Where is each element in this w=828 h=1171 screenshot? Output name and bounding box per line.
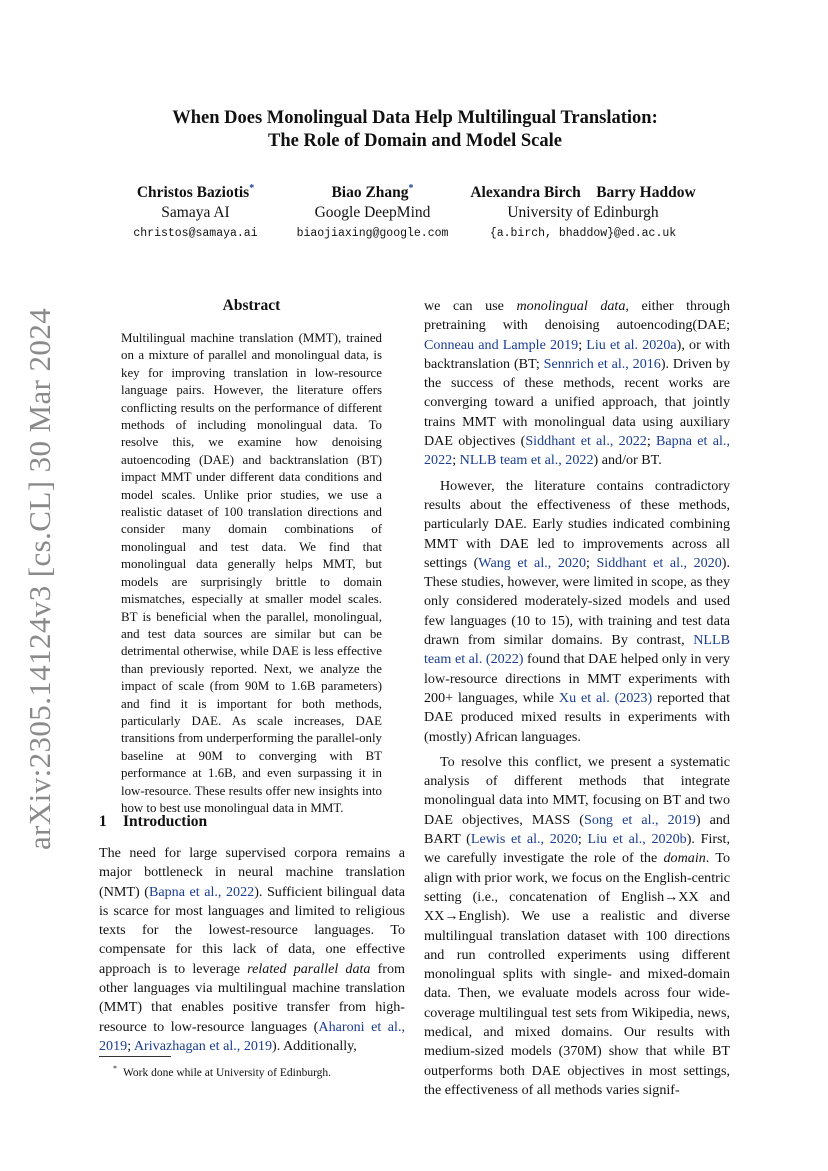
intro-paragraph-2: However, the literature contains contradictory results about the effectiveness of these methods, particularly DAE. Early studies indicated combining MMT with DAE led to improvements across all settings (Wang et al., 2020; Siddhant et al., 2020). These studies, however, were limited in scope, as they only considered moderately-sized models and used few languages (10 to 15), with training and test data drawn from similar domains. By contrast, NLLB team et al. (2022) found that DAE helped only in very low-resource directions in MMT experiments with 200+ languages, while Xu et al. (2023) reported that DAE produced mixed results in experiments with (mostly) African languages. — [424, 477, 730, 745]
paper-title — [100, 107, 730, 153]
author-email: {a.birch, bhaddow}@ed.ac.uk — [489, 227, 677, 240]
section-number: 1 — [99, 813, 107, 830]
citation-link[interactable]: NLLB team et al., 2022 — [459, 452, 594, 469]
author-name: Christos Baziotis* — [136, 182, 255, 201]
citation-link[interactable]: Bapna et al., 2022 — [148, 883, 255, 900]
citation-link[interactable]: Liu et al. 2020a — [586, 336, 677, 353]
citation-link[interactable]: Conneau and Lample 2019 — [424, 336, 579, 353]
author-block-3 — [470, 183, 696, 243]
author-name: Biao Zhang* — [331, 182, 414, 201]
citation-link[interactable]: Arivazhagan et al., 2019 — [133, 1037, 273, 1054]
author-email: christos@samaya.ai — [133, 227, 258, 240]
footnote-divider — [99, 1056, 171, 1057]
footnote — [113, 1062, 331, 1080]
intro-paragraph-3: To resolve this conflict, we present a systematic analysis of different methods that integrate monolingual data into MMT, focusing on BT and two DAE objectives, MASS (Song et al., 2019) and BART (Lewis et al., 2020; Liu et al., 2020b). First, we carefully investigate the role of the domain. To align with prior work, we focus on the English-centric setting (i.e., concatenation of English→XX and XX→English). We use a realistic and diverse multilingual translation dataset with 100 directions and run controlled experiments using different monolingual splits with single- and mixed-domain data. Then, we evaluate models across four wide-coverage multilingual test sets from Wikipedia, news, medical, and mixed domains. Our results with medium-sized models (370M) show that while BT outperforms both DAE objectives in most settings, the effectiveness of all methods varies signif- — [424, 753, 730, 1098]
author-affiliation: University of Edinburgh — [507, 204, 659, 221]
author-email: biaojiaxing@google.com — [296, 227, 449, 240]
right-column — [424, 297, 730, 1106]
citation-link[interactable]: Wang et al., 2020 — [478, 554, 587, 571]
citation-link[interactable]: Aharoni et al., 2019 — [99, 1018, 405, 1054]
citation-link[interactable]: Sennrich et al., 2016 — [543, 355, 661, 372]
title-line-2: The Role of Domain and Model Scale — [268, 131, 562, 151]
author-affiliation: Samaya AI — [161, 204, 230, 221]
footnote-text: Work done while at University of Edinburgh. — [123, 1066, 332, 1079]
citation-link[interactable]: NLLB team et al. (2022) — [424, 632, 730, 668]
author-footnote-mark[interactable]: * — [408, 182, 414, 194]
section-heading-introduction — [99, 813, 207, 831]
intro-paragraph-1-continued: we can use monolingual data, either through pretraining with denoising autoencoding(DAE; Conneau and Lample 2019; Liu et al. 2020a), or with backtranslation (BT; Sennrich et al., 2016). Driven by the success of these methods, recent works are converging toward a unified approach, that jointly trains MMT with monolingual data using auxiliary DAE objectives (Siddhant et al., 2022; Bapna et al., 2022; NLLB team et al., 2022) and/or BT. — [424, 298, 730, 469]
author-names: Alexandra Birch Barry Haddow — [470, 184, 696, 201]
citation-link[interactable]: Siddhant et al., 2020 — [596, 554, 722, 571]
citation-link[interactable]: Siddhant et al., 2022 — [525, 433, 647, 450]
footnote-mark: * — [113, 1064, 117, 1073]
author-footnote-mark[interactable]: * — [249, 182, 255, 194]
citation-link[interactable]: Song et al., 2019 — [584, 811, 696, 828]
citation-link[interactable]: Lewis et al., 2020 — [470, 831, 578, 848]
intro-paragraph-1: The need for large supervised corpora remains a major bottleneck in neural machine translation (NMT) (Bapna et al., 2022). Sufficient bilingual data is scarce for most languages and limited to religious texts for the lowest-resource languages. To compensate for this lack of data, one effective approach is to leverage related parallel data from other languages via multilingual machine translation (MMT) that enables positive transfer from high-resource to low-resource languages (Aharoni et al., 2019; Arivazhagan et al., 2019). Additionally, — [99, 845, 405, 1054]
author-affiliation: Google DeepMind — [314, 204, 431, 221]
section-title: Introduction — [123, 813, 208, 830]
citation-link[interactable]: Bapna et al., 2022 — [424, 433, 730, 469]
citation-link[interactable]: Xu et al. (2023) — [558, 689, 653, 706]
arxiv-identifier-stamp: arXiv:2305.14124v3 [cs.CL] 30 Mar 2024 — [22, 307, 57, 850]
citation-link[interactable]: Liu et al., 2020b — [587, 831, 687, 848]
author-block-1 — [128, 183, 263, 243]
abstract-heading: Abstract — [222, 297, 281, 314]
author-block-2 — [285, 183, 460, 243]
title-line-1: When Does Monolingual Data Help Multilingual Translation: — [172, 108, 658, 128]
abstract-text: Multilingual machine translation (MMT), trained on a mixture of parallel and monolingual data, is key for improving translation in low-resource language pairs. However, the literature offers conflicting results on the performance of different methods of including monolingual data. To resolve this, we examine how denoising autoencoding (DAE) and backtranslation (BT) impact MMT under different data conditions and model scales. Unlike prior studies, we use a realistic dataset of 100 translation directions and consider many domain combinations of monolingual and test data. We find that monolingual data generally helps MMT, but models are surprisingly brittle to domain mismatches, especially at smaller model scales. BT is beneficial when the parallel, monolingual, and test data sources are similar but can be detrimental otherwise, while DAE is less effective than previously reported. Next, we analyze the impact of scale (from 90M to 1.6B parameters) and find it is important for both methods, particularly DAE. As scale increases, DAE transitions from underperforming the parallel-only baseline at 90M to converging with BT performance at 1.6B, and even surpassing it in low-resource. These results offer new insights into how to best use monolingual data in MMT. — [121, 331, 382, 815]
